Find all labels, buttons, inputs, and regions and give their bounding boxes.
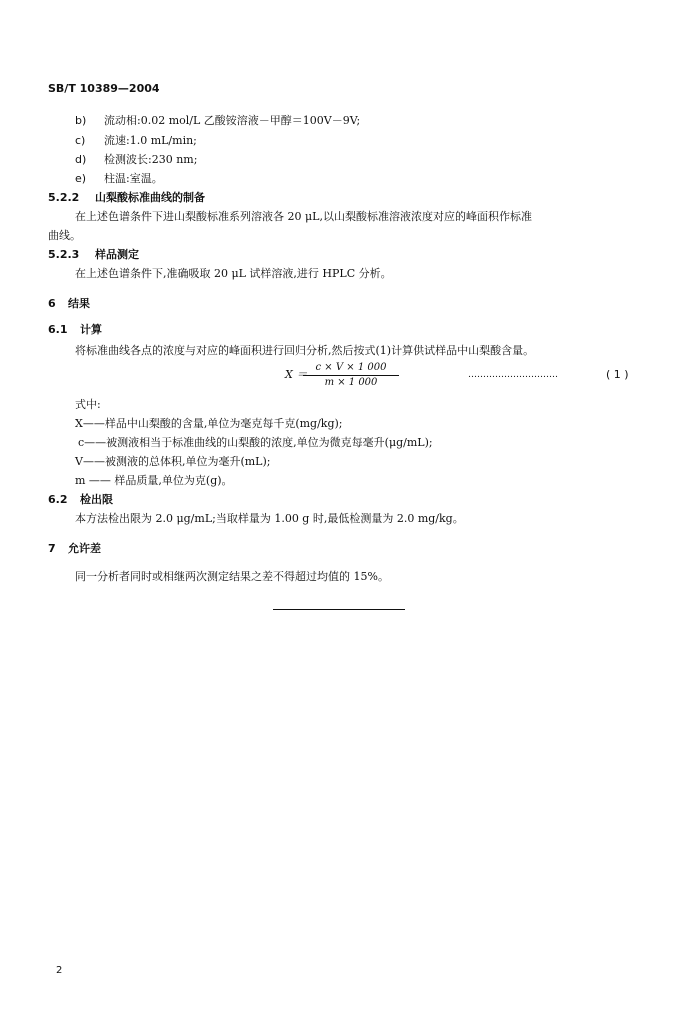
item-text-mobile-phase: 流动相:0.02 mol/L 乙酸铵溶液－甲醇＝100V－9V; — [104, 114, 361, 127]
paragraph-6-2: 本方法检出限为 2.0 μg/mL;当取样量为 1.00 g 时,最低检测量为 2.0 mg/kg。 — [75, 512, 464, 525]
paragraph-5-2-2-line1: 在上述色谱条件下进山梨酸标准系列溶液各 20 μL,以山梨酸标准溶液浓度对应的峰面积作标准 — [75, 210, 532, 223]
formula-numerator: c × V × 1 000 — [303, 362, 399, 376]
item-text-flow-rate: 流速:1.0 mL/min; — [104, 134, 197, 147]
item-label-d: d) — [75, 153, 87, 166]
paragraph-5-2-3: 在上述色谱条件下,准确吸取 20 μL 试样溶液,进行 HPLC 分析。 — [75, 267, 392, 280]
page-number: 2 — [56, 965, 63, 976]
where-definition-m: m —— 样品质量,单位为克(g)。 — [75, 474, 233, 487]
item-text-wavelength: 检测波长:230 nm; — [104, 153, 198, 166]
item-label-b: b) — [75, 114, 87, 127]
formula-denominator: m × 1 000 — [324, 377, 378, 388]
section-number-7: 7 — [48, 542, 56, 555]
section-number-6-2: 6.2 — [48, 493, 68, 506]
formula-number: ( 1 ) — [606, 368, 629, 381]
formula-leader-dots: ………………………… — [468, 370, 558, 380]
section-number-5-2-3: 5.2.3 — [48, 248, 80, 261]
section-title-6-2: 检出限 — [80, 493, 113, 506]
section-title-7: 允许差 — [68, 542, 101, 555]
formula-lhs: X ＝ — [285, 368, 308, 381]
section-number-6-1: 6.1 — [48, 323, 68, 336]
where-definition-X: X——样品中山梨酸的含量,单位为毫克每千克(mg/kg); — [75, 417, 343, 430]
item-label-c: c) — [75, 134, 86, 147]
paragraph-6-1: 将标准曲线各点的浓度与对应的峰面积进行回归分析,然后按式(1)计算供试样品中山梨酸含量。 — [75, 344, 535, 357]
section-title-5-2-3: 样品测定 — [95, 248, 139, 261]
paragraph-7: 同一分析者同时或相继两次测定结果之差不得超过均值的 15%。 — [75, 570, 389, 583]
where-intro: 式中: — [75, 398, 101, 411]
paragraph-5-2-2-line2: 曲线。 — [48, 229, 81, 242]
section-title-6: 结果 — [68, 297, 90, 310]
section-number-6: 6 — [48, 297, 56, 310]
section-title-5-2-2: 山梨酸标准曲线的制备 — [95, 191, 205, 204]
formula-fraction — [303, 362, 399, 389]
where-definition-V: V——被测液的总体积,单位为毫升(mL); — [75, 455, 271, 468]
section-number-5-2-2: 5.2.2 — [48, 191, 80, 204]
item-label-e: e) — [75, 172, 87, 185]
end-of-document-rule — [273, 609, 405, 610]
section-title-6-1: 计算 — [80, 323, 102, 336]
where-definition-c: c——被测液相当于标准曲线的山梨酸的浓度,单位为微克每毫升(μg/mL); — [78, 436, 433, 449]
item-text-column-temp: 柱温:室温。 — [104, 172, 163, 185]
standard-code-header: SB/T 10389—2004 — [48, 82, 160, 95]
